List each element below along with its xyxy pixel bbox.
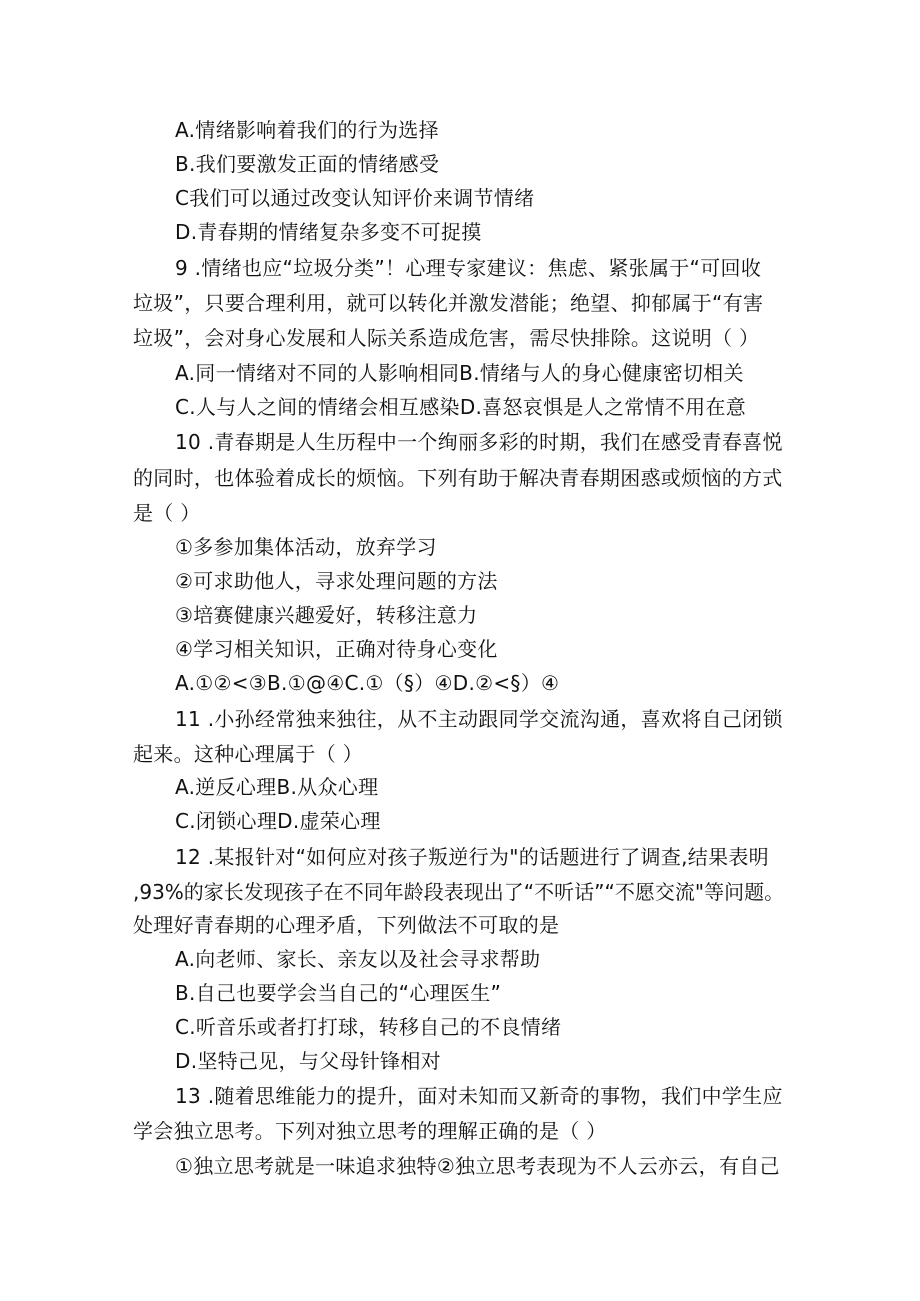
option-12b: B.自己也要学会当自己的“心理医生” [175,981,502,1005]
option-8b: B.我们要激发正面的情绪感受 [175,152,440,176]
options-9ab: A.同一情绪对不同的人影响相同B.情绪与人的身心健康密切相关 [175,361,744,385]
statement-13-1-2: ①独立思考就是一味追求独特②独立思考表现为不人云亦云，有自己 [175,1154,780,1178]
question-12-line-2: ,93%的家长发现孩子在不同年龄段表现出了“不听话”“不愿交流"等问题。 [133,880,785,904]
question-10-line-1: 10 .青春期是人生历程中一个绚丽多彩的时期，我们在感受青春喜悦 [175,430,783,454]
option-12d: D.坚特己见，与父母针锋相对 [175,1049,441,1073]
question-9-line-3: 垃圾”，会对身心发展和人际关系造成危害，需尽快排除。这说明（ ） [133,326,760,350]
question-11-line-1: 11 .小孙经常独来独往，从不主动跟同学交流沟通，喜欢将自己闭锁 [175,707,783,731]
statement-10-3: ③培赛健康兴趣爱好，转移注意力 [175,603,478,627]
question-12-line-1: 12 .某报针对“如何应对孩子叛逆行为"的话题进行了调查,结果表明 [175,845,769,869]
question-10-line-2: 的同时，也体验着成长的烦恼。下列有助于解决青春期困惑或烦恼的方式 [133,466,783,490]
question-10-line-3: 是（ ） [133,501,201,525]
statement-10-2: ②可求助他人，寻求处理问题的方法 [175,569,498,593]
option-8d: D.青春期的情绪复杂多变不可捉摸 [175,220,482,244]
option-8c: C我们可以通过改变认知评价来调节情绪 [175,186,535,210]
statement-10-4: ④学习相关知识，正确对待身心变化 [175,637,498,661]
options-11cd: C.闭锁心理D.虚荣心理 [175,809,381,833]
options-9cd: C.人与人之间的情绪会相互感染D.喜怒哀惧是人之常情不用在意 [175,395,747,419]
options-11ab: A.逆反心理B.从众心理 [175,775,379,799]
question-13-line-2: 学会独立思考。下列对独立思考的理解正确的是（ ） [133,1119,607,1143]
option-8a: A.情绪影响着我们的行为选择 [175,118,439,142]
question-9-line-1: 9 .情绪也应“垃圾分类”！心理专家建议：焦虑、紧张属于“可回收 [175,256,762,280]
question-13-line-1: 13 .随着思维能力的提升，面对未知而又新奇的事物，我们中学生应 [175,1084,783,1108]
statement-10-1: ①多参加集体活动，放弃学习 [175,535,437,559]
option-12c: C.听音乐或者打打球，转移自己的不良情绪 [175,1015,562,1039]
question-9-line-2: 垃圾”，只要合理利用，就可以转化并激发潜能；绝望、抑郁属于“有害 [133,291,764,315]
option-12a: A.向老师、家长、亲友以及社会寻求帮助 [175,947,541,971]
question-11-line-2: 起来。这种心理属于（ ） [133,742,363,766]
question-12-line-3: 处理好青春期的心理矛盾，下列做法不可取的是 [133,913,560,937]
options-10: A.①②<③B.①@④C.①（§）④D.②<§）④ [175,671,560,695]
